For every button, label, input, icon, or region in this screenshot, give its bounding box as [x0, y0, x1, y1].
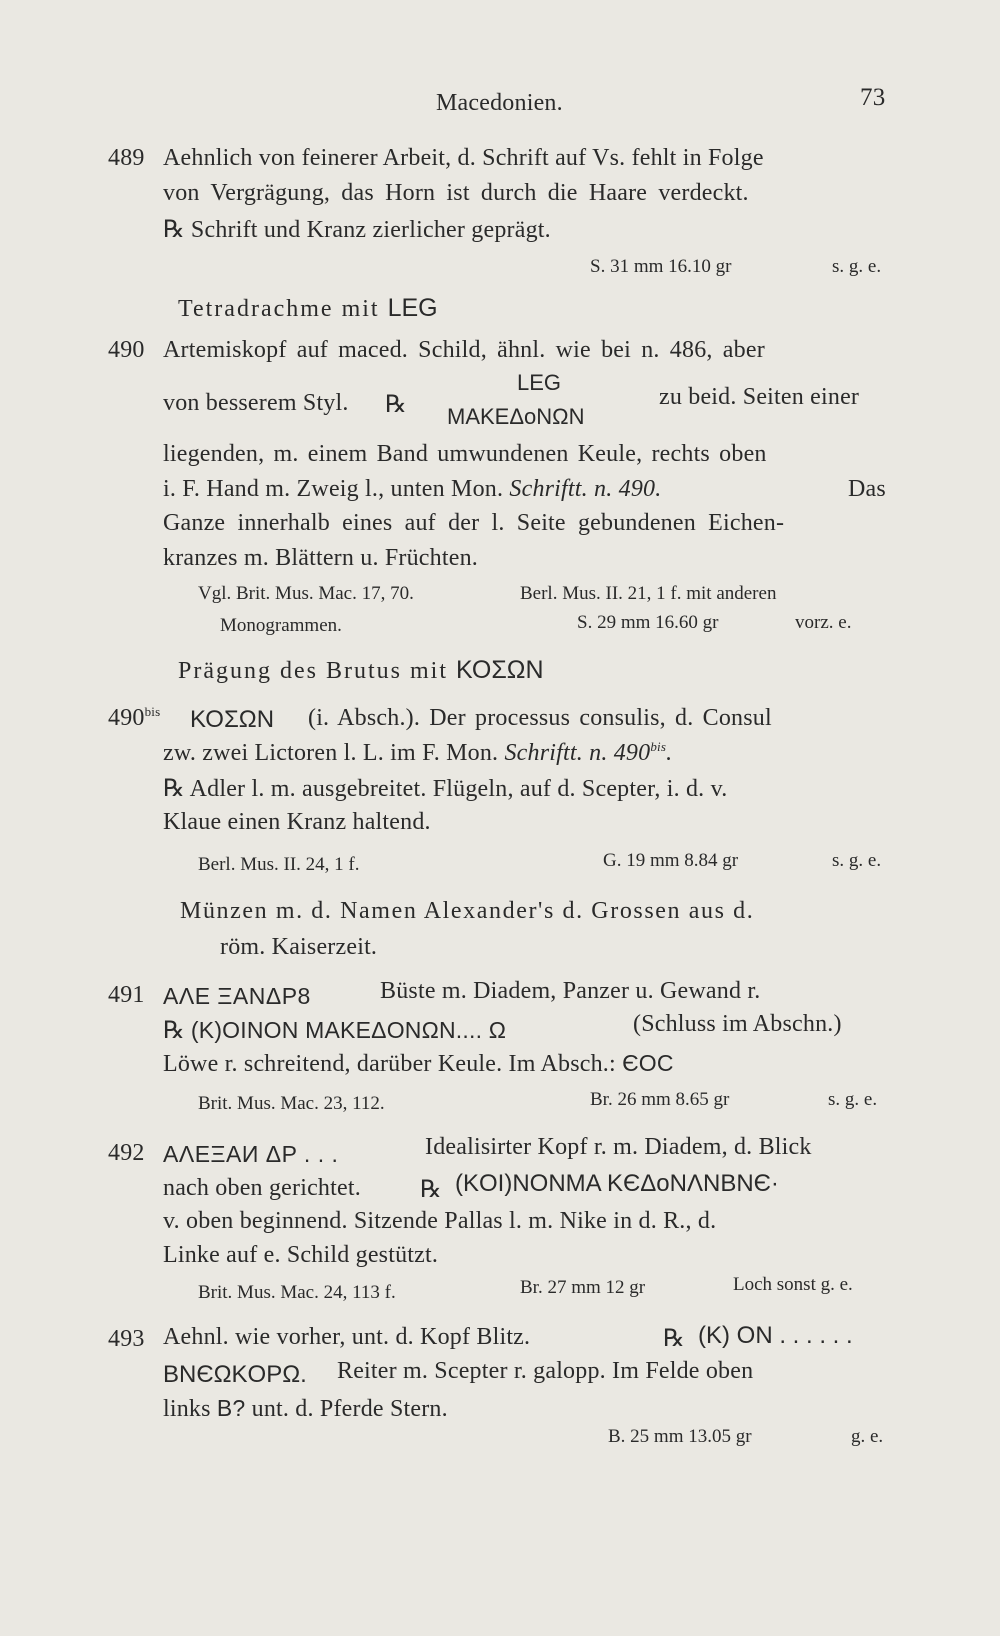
entry-text: von Vergrägung, das Horn ist durch die Haare verdeckt.: [163, 180, 749, 206]
source-ref: S. 29 mm 16.60 gr: [577, 612, 719, 633]
entry-text: (i. Absch.). Der processus consulis, d. Consul: [308, 705, 772, 731]
entry-number: 493: [108, 1326, 145, 1352]
section-heading: [178, 656, 544, 685]
grade: s. g. e.: [828, 1089, 878, 1110]
reference-italic: Schriftt. n. $490^{bis}$.: [504, 739, 673, 766]
heading-text: Prägung des Brutus mit: [178, 658, 448, 684]
section-heading-cont: röm. Kaiserzeit.: [220, 934, 378, 960]
entry-text: zu beid. Seiten einer: [659, 384, 860, 410]
legend: ΚΟΣΩΝ: [190, 706, 275, 733]
entry-text: von besserem Styl.: [163, 390, 349, 416]
entry-number: 492: [108, 1140, 145, 1166]
grade: g. e.: [851, 1426, 884, 1447]
legend: MAKEΔoNΩN: [447, 404, 585, 429]
reverse-symbol-icon: ℞: [420, 1175, 442, 1203]
entry-text: liegenden, m. einem Band umwundenen Keule, rechts oben: [163, 441, 767, 467]
legend: B?: [216, 1395, 246, 1421]
running-head: Macedonien.: [436, 90, 563, 116]
reverse-symbol-icon: ℞: [163, 1016, 185, 1044]
section-heading: Münzen m. d. Namen Alexander's d. Grossen aus d.: [180, 898, 755, 924]
monogram: LEG: [517, 370, 562, 395]
entry-number-main: 490: [108, 705, 145, 731]
entry-text: Aehnl. wie vorher, unt. d. Kopf Blitz.: [163, 1324, 531, 1350]
reference: Berl. Mus. II. 24, 1 f.: [198, 854, 360, 875]
grade: vorz. e.: [795, 612, 852, 633]
entry-text-line: [163, 774, 727, 803]
reference: Brit. Mus. Mac. 24, 113 f.: [198, 1282, 396, 1303]
reverse-symbol-icon: ℞: [163, 774, 185, 802]
entry-number: 491: [108, 982, 145, 1008]
entry-text: Aehnlich von feinerer Arbeit, d. Schrift auf Vs. fehlt in Folge: [163, 145, 764, 171]
reverse-symbol-icon: ℞: [385, 390, 407, 418]
source-ref: G. 19 mm 8.84 gr: [603, 850, 739, 871]
legend: (KOI)NONMA KЄΔoNΛNBNЄ·: [455, 1170, 779, 1197]
legend: (K)OINON MAKEΔONΩN.... Ω: [190, 1017, 507, 1043]
entry-text: kranzes m. Blättern u. Früchten.: [163, 545, 478, 571]
entry-text: Schrift und Kranz zierlicher geprägt.: [190, 217, 551, 243]
heading-text: Tetradrachme mit: [178, 296, 380, 322]
entry-text: i. F. Hand m. Zweig l., unten Mon.: [163, 476, 504, 502]
entry-number: [108, 705, 160, 732]
grade: Loch sonst g. e.: [733, 1274, 853, 1295]
entry-text: nach oben gerichtet.: [163, 1175, 361, 1201]
reverse-symbol-icon: ℞: [163, 215, 185, 243]
entry-text-line: [163, 1395, 448, 1423]
page-number: 73: [860, 84, 886, 111]
reference: Monogrammen.: [220, 615, 342, 636]
entry-text: Reiter m. Scepter r. galopp. Im Felde oben: [337, 1358, 754, 1384]
legend: (K) ON . . . . . .: [698, 1322, 853, 1349]
entry-text: Klaue einen Kranz haltend.: [163, 809, 431, 835]
entry-text-line: [163, 740, 672, 767]
source-ref: Br. 26 mm 8.65 gr: [590, 1089, 730, 1110]
entry-text: unt. d. Pferde Stern.: [251, 1396, 448, 1422]
entry-text: Ganze innerhalb eines auf der l. Seite gebundenen Eichen-: [163, 510, 785, 536]
reference: Vgl. Brit. Mus. Mac. 17, 70.: [198, 583, 414, 604]
entry-text: Idealisirter Kopf r. m. Diadem, d. Blick: [425, 1134, 812, 1160]
legend: ЄΟC: [622, 1050, 674, 1076]
entry-text: Das: [848, 476, 886, 502]
entry-number: 489: [108, 145, 145, 171]
legend: BNЄΩKOPΩ.: [163, 1361, 307, 1388]
legend: ΑΛΕΞΑИ ΔΡ . . .: [163, 1141, 339, 1167]
entry-text: (Schluss im Abschn.): [633, 1011, 842, 1037]
entry-text: v. oben beginnend. Sitzende Pallas l. m. Nike in d. R., d.: [163, 1208, 717, 1234]
grade: s. g. e.: [832, 256, 882, 277]
entry-number-sup: bis: [144, 704, 161, 719]
reference-italic: Schriftt. n. 490.: [509, 476, 662, 502]
entry-text: Adler l. m. ausgebreitet. Flügeln, auf d. Scepter, i. d. v.: [189, 776, 728, 802]
reference-italic-text: Schriftt. n. 490: [504, 740, 651, 766]
entry-text: zw. zwei Lictoren l. L. im F. Mon.: [163, 740, 499, 766]
entry-text-line: [163, 1016, 506, 1045]
reverse-symbol-icon: ℞: [663, 1324, 685, 1352]
legend: ΑΛΕ ΞΑΝΔΡ8: [163, 983, 311, 1009]
entry-text: links: [163, 1396, 211, 1422]
reference-sup: bis: [650, 739, 667, 754]
section-heading: [178, 294, 438, 323]
source-ref: B. 25 mm 13.05 gr: [608, 1426, 752, 1447]
entry-text: Büste m. Diadem, Panzer u. Gewand r.: [380, 978, 761, 1004]
entry-text-line: [163, 215, 551, 244]
entry-text: Löwe r. schreitend, darüber Keule. Im Absch.:: [163, 1051, 616, 1077]
entry-text: Linke auf e. Schild gestützt.: [163, 1242, 439, 1268]
entry-text-line: [163, 1050, 674, 1078]
reference: Berl. Mus. II. 21, 1 f. mit anderen: [520, 583, 777, 604]
source-ref: S. 31 mm 16.10 gr: [590, 256, 732, 277]
entry-text-line: [163, 476, 661, 503]
entry-number: 490: [108, 337, 145, 363]
entry-text: Artemiskopf auf maced. Schild, ähnl. wie bei n. 486, aber: [163, 337, 765, 363]
monogram: ΚΟΣΩΝ: [456, 656, 544, 684]
reference: Brit. Mus. Mac. 23, 112.: [198, 1093, 385, 1114]
source-ref: Br. 27 mm 12 gr: [520, 1277, 646, 1298]
grade: s. g. e.: [832, 850, 882, 871]
monogram: LEG: [387, 294, 438, 322]
